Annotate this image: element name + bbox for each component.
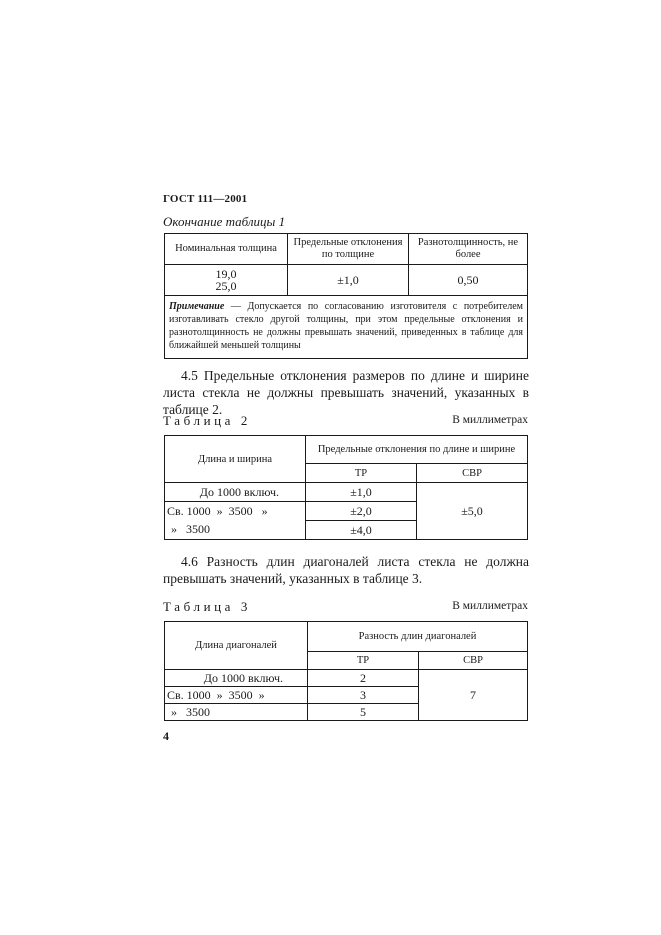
table2-row-label: » 3500 [165,521,306,540]
table2-row-label: До 1000 включ. [165,483,306,502]
table2-tr-value: ±2,0 [306,502,417,521]
table1-col-variation: Разнотолщинность, не более [409,234,528,265]
table3-tr-value: 3 [308,687,419,704]
table2-units: В миллиметрах [452,414,528,426]
table2-tr-value: ±4,0 [306,521,417,540]
table3-units: В миллиметрах [452,600,528,612]
table-row [165,483,528,502]
table1-caption: Окончание таблицы 1 [163,214,286,229]
table-1 [164,233,528,359]
table1-note [165,296,528,359]
table3-col-svr: СВР [419,652,528,670]
standard-header: ГОСТ 111—2001 [163,193,248,205]
table3-row-label: До 1000 включ. [165,670,308,687]
table1-cell-deviation: ±1,0 [288,265,409,296]
table2-col-length-width: Длина и ширина [165,436,306,483]
thickness-value: 25,0 [215,279,237,293]
table3-svr-value: 7 [419,670,528,721]
table1-cell-variation: 0,50 [409,265,528,296]
table3-tr-value: 2 [308,670,419,687]
table-row [165,670,528,687]
table3-col-diagonal-length: Длина диагоналей [165,622,308,670]
table2-row-label: Св. 1000 » 3500 » [165,502,306,521]
table1-col-deviation: Предельные отклонения по толщине [288,234,409,265]
table2-svr-value: ±5,0 [417,483,528,540]
table3-row-label: Св. 1000 » 3500 » [165,687,308,704]
thickness-value: 19,0 [215,267,237,281]
table2-col-tr: ТР [306,464,417,483]
table2-title: Таблица 2 [163,413,251,428]
note-text: — Допускается по согласованию изготовителя с потребителем изготавливать стекло другой толщины, при этом предельные отклонения и разнотолщинность не должны превышать значений, приведенных в таблице для ближайшей меньшей толщины [169,301,523,351]
note-label: Примечание [169,301,225,312]
table3-title: Таблица 3 [163,599,251,614]
table3-group-header: Разность длин диагоналей [308,622,528,652]
table1-header-row [165,234,528,265]
table3-col-tr: ТР [308,652,419,670]
paragraph-4-6-text: 4.6 Разность длин диагоналей листа стекла не должна превышать значений, указанных в таблице 3. [163,554,529,586]
table-2 [164,435,528,540]
table-row [165,265,528,296]
table2-header-row [165,436,528,464]
table1-note-row [165,296,528,359]
table1-cell-thickness [165,265,288,296]
table3-row-label: » 3500 [165,704,308,721]
table3-header-row [165,622,528,652]
paragraph-4-5-text: 4.5 Предельные отклонения размеров по длине и ширине листа стекла не должны превышать значений, указанных в таблице 2. [163,368,529,417]
table2-col-svr: СВР [417,464,528,483]
page-number: 4 [163,729,169,743]
table3-tr-value: 5 [308,704,419,721]
table2-group-header: Предельные отклонения по длине и ширине [306,436,528,464]
paragraph-4-6 [163,553,529,587]
table-3 [164,621,528,721]
table2-tr-value: ±1,0 [306,483,417,502]
paragraph-4-5 [163,367,529,418]
table1-col-thickness: Номинальная толщина [165,234,288,265]
